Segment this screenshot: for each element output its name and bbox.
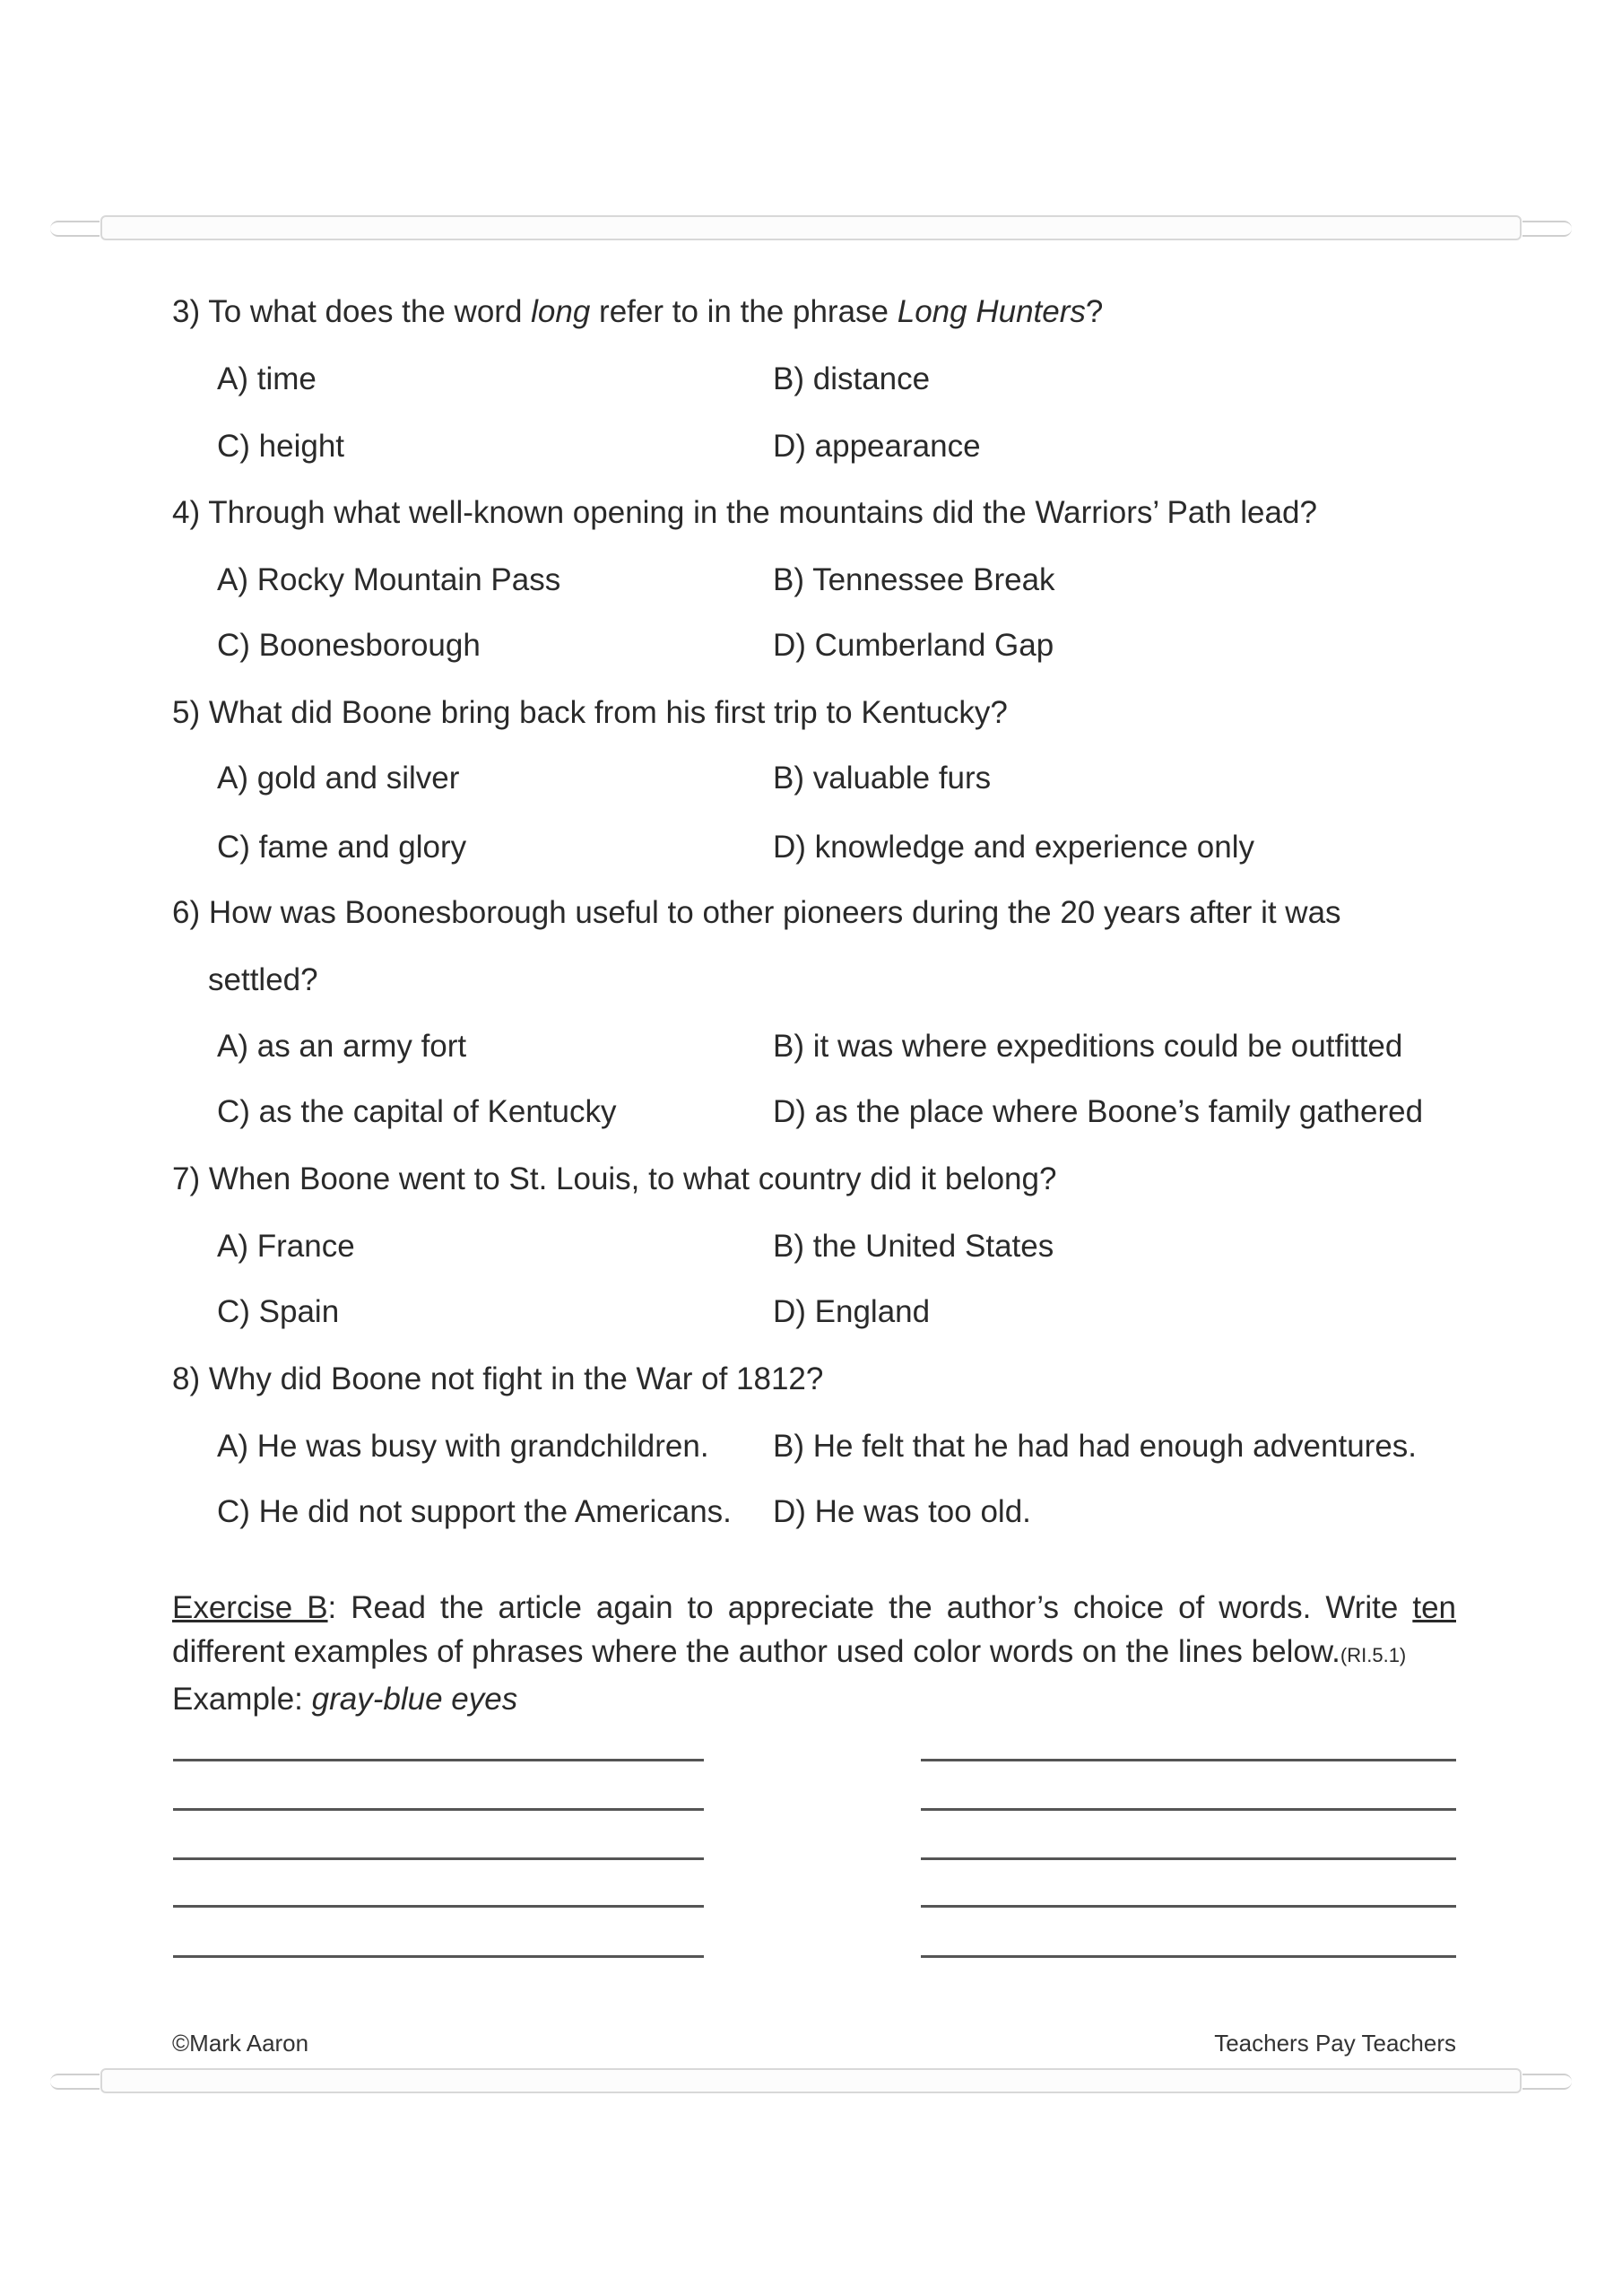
question-text: ? (1085, 294, 1104, 329)
question-text: refer to in the phrase (590, 294, 898, 329)
option-a: A) He was busy with grandchildren. (217, 1429, 709, 1464)
question-text: To what does the word (200, 294, 532, 329)
answer-line[interactable] (173, 1759, 704, 1761)
question-3 (172, 294, 1103, 330)
question-6: 6) How was Boonesborough useful to other pioneers during the 20 years after it was (172, 895, 1341, 930)
option-b: B) the United States (773, 1229, 1054, 1264)
question-8: 8) Why did Boone not fight in the War of 1812? (172, 1361, 824, 1396)
example-value: gray-blue eyes (311, 1682, 518, 1717)
question-7: 7) When Boone went to St. Louis, to what country did it belong? (172, 1161, 1057, 1196)
option-d: D) as the place where Boone’s family gathered (773, 1094, 1424, 1129)
option-a: A) time (217, 361, 317, 396)
answer-line[interactable] (921, 1955, 1456, 1958)
option-c: C) height (217, 429, 345, 464)
answer-line[interactable] (921, 1808, 1456, 1811)
exercise-text: : Read the article again to appreciate the author’s choice of words. Write (327, 1590, 1413, 1625)
question-text-italic: Long Hunters (897, 294, 1086, 329)
option-d: D) Cumberland Gap (773, 628, 1054, 663)
option-b: B) distance (773, 361, 931, 396)
option-d: D) England (773, 1294, 931, 1329)
option-d: D) appearance (773, 429, 981, 464)
option-c: C) fame and glory (217, 830, 467, 865)
answer-line[interactable] (921, 1905, 1456, 1908)
question-number: 3) (172, 294, 201, 329)
footer-publisher: Teachers Pay Teachers (1214, 2030, 1456, 2057)
exercise-label: Exercise B (172, 1590, 328, 1625)
answer-line[interactable] (173, 1905, 704, 1908)
exercise-text: different examples of phrases where the author used color words on the lines below. (172, 1634, 1340, 1669)
option-c: C) Spain (217, 1294, 340, 1329)
top-scroll-border (100, 215, 1522, 240)
option-a: A) France (217, 1229, 355, 1264)
option-b: B) valuable furs (773, 761, 992, 796)
exercise-underlined-word: ten (1412, 1590, 1456, 1625)
answer-line[interactable] (921, 1857, 1456, 1860)
option-a: A) Rocky Mountain Pass (217, 562, 561, 597)
option-d: D) He was too old. (773, 1494, 1031, 1529)
answer-line[interactable] (921, 1759, 1456, 1761)
question-6-continued: settled? (208, 962, 318, 997)
bottom-scroll-border (100, 2068, 1522, 2093)
scroll-curl-left (50, 2074, 100, 2090)
question-text-italic: long (531, 294, 591, 329)
standard-code: (RI.5.1) (1340, 1644, 1407, 1666)
option-b: B) it was where expeditions could be outfitted (773, 1029, 1403, 1064)
answer-line[interactable] (173, 1808, 704, 1811)
option-b: B) Tennessee Break (773, 562, 1055, 597)
scroll-curl-left (50, 221, 100, 237)
option-c: C) Boonesborough (217, 628, 481, 663)
option-b: B) He felt that he had had enough adventures. (773, 1429, 1418, 1464)
option-d: D) knowledge and experience only (773, 830, 1254, 865)
example-label: Example: (172, 1682, 312, 1717)
scroll-curl-right (1522, 221, 1572, 237)
question-5: 5) What did Boone bring back from his first trip to Kentucky? (172, 695, 1008, 730)
option-c: C) as the capital of Kentucky (217, 1094, 617, 1129)
answer-line[interactable] (173, 1955, 704, 1958)
footer-copyright: ©Mark Aaron (172, 2030, 309, 2057)
scroll-curl-right (1522, 2074, 1572, 2090)
option-a: A) gold and silver (217, 761, 460, 796)
answer-line[interactable] (173, 1857, 704, 1860)
exercise-b-instructions (172, 1586, 1456, 1721)
option-a: A) as an army fort (217, 1029, 467, 1064)
question-4: 4) Through what well-known opening in the mountains did the Warriors’ Path lead? (172, 495, 1317, 530)
option-c: C) He did not support the Americans. (217, 1494, 732, 1529)
